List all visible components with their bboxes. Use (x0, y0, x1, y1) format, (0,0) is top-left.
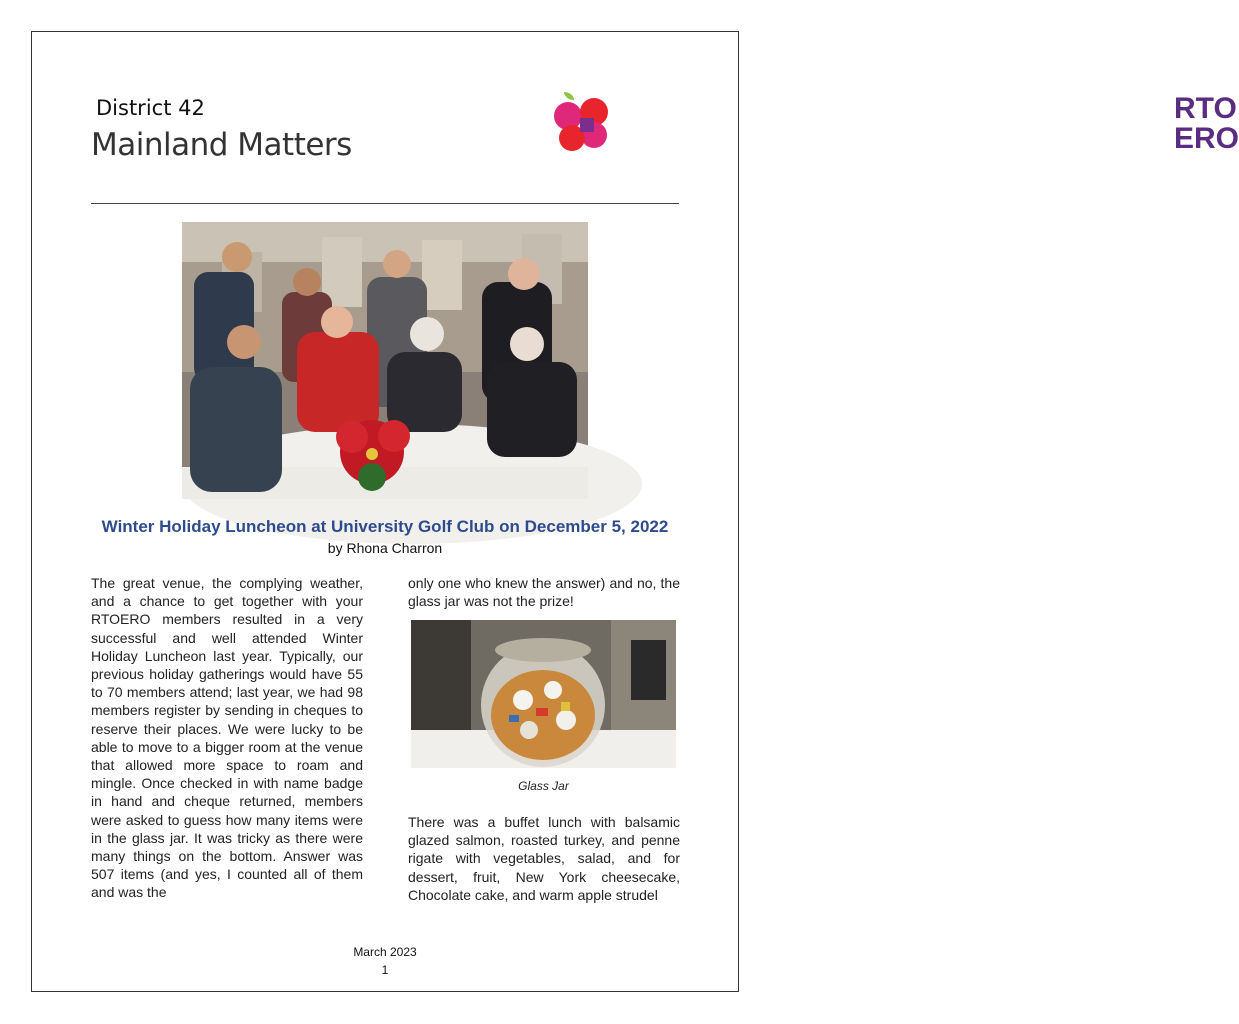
image-caption: Glass Jar (518, 779, 569, 793)
logo-text-ero: ERO (1174, 122, 1239, 155)
footer-date: March 2023 (353, 945, 417, 959)
article-headline: Winter Holiday Luncheon at University Golf Club on December 5, 2022 (101, 517, 669, 536)
logo-mark-icon (552, 90, 622, 154)
newsletter-title: Mainland Matters (91, 127, 352, 163)
logo-text-rto: RTO (1174, 92, 1237, 125)
article-body-right-top: only one who knew the answer) and no, the glass jar was not the prize! (408, 575, 680, 610)
luncheon-group-photo (182, 222, 588, 499)
header-divider (91, 203, 679, 204)
glass-jar-photo (411, 620, 676, 768)
rtoero-logo (552, 90, 1239, 155)
page-number: 1 (381, 963, 389, 977)
article-byline: by Rhona Charron (327, 540, 443, 556)
district-label: District 42 (96, 96, 205, 120)
article-body-left: The great venue, the complying weather, and a chance to get together with your RTOERO members resulted in a very successful and well attended Winter Holiday Luncheon last year. Typically, our previous holiday gatherings would have 55 to 70 members attend; last year, we had 98 members register by sending in cheques to reserve their places. We were lucky to be able to move to a bigger room at the venue that allowed more space to roam and mingle. Once checked in with name badge in hand and cheque returned, members were asked to guess how many items were in the glass jar. It was tricky as there were many things on the bottom. Answer was 507 items (and yes, I counted all of them and was the (91, 575, 363, 901)
article-body-right-bottom: There was a buffet lunch with balsamic glazed salmon, roasted turkey, and penne rigate with vegetables, salad, and for dessert, fruit, New York cheesecake, Chocolate cake, and warm apple strudel (408, 814, 680, 903)
